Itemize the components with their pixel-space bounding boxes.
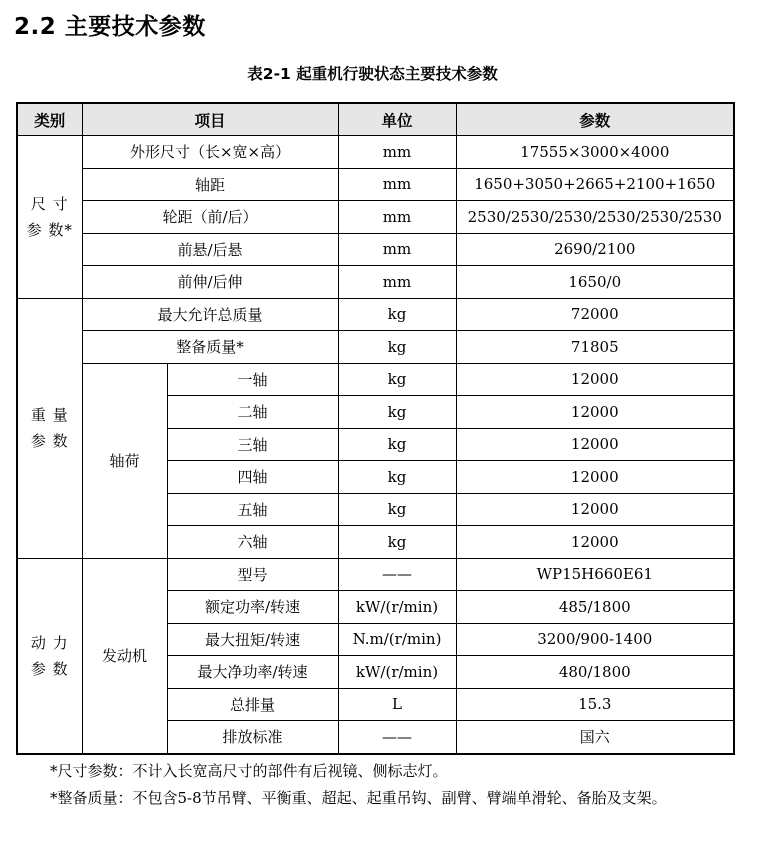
value-cell: 国六 (456, 721, 734, 754)
unit-cell: kg (338, 298, 456, 331)
unit-cell: kg (338, 331, 456, 364)
item-cell: 四轴 (167, 461, 338, 494)
header-category: 类别 (17, 103, 82, 136)
unit-cell: kg (338, 526, 456, 559)
item-cell: 一轴 (167, 363, 338, 396)
unit-cell: kg (338, 363, 456, 396)
table-row (17, 298, 734, 331)
table-row (17, 201, 734, 234)
item-cell: 整备质量* (82, 331, 338, 364)
table-row (17, 168, 734, 201)
unit-cell: mm (338, 266, 456, 299)
unit-cell: kW/(r/min) (338, 656, 456, 689)
unit-cell: kg (338, 493, 456, 526)
item-cell: 五轴 (167, 493, 338, 526)
unit-cell: kW/(r/min) (338, 591, 456, 624)
unit-cell: kg (338, 396, 456, 429)
value-cell: 72000 (456, 298, 734, 331)
subgroup-axle-load: 轴荷 (82, 363, 167, 558)
group-size-line1: 尺 寸 (30, 194, 69, 213)
value-cell: 71805 (456, 331, 734, 364)
value-cell: 485/1800 (456, 591, 734, 624)
item-cell: 轴距 (82, 168, 338, 201)
item-cell: 最大净功率/转速 (167, 656, 338, 689)
item-cell: 前悬/后悬 (82, 233, 338, 266)
unit-cell: —— (338, 721, 456, 754)
value-cell: 17555×3000×4000 (456, 136, 734, 169)
table-row (17, 558, 734, 591)
value-cell: 12000 (456, 493, 734, 526)
footnote-curb-weight: *整备质量：不包含5-8节吊臂、平衡重、超起、起重吊钩、副臂、臂端单滑轮、备胎及支架。 (50, 789, 667, 807)
item-cell: 外形尺寸（长×宽×高） (82, 136, 338, 169)
item-cell: 三轴 (167, 428, 338, 461)
table-header-row (17, 103, 734, 136)
table-row (17, 363, 734, 396)
value-cell: 12000 (456, 526, 734, 559)
header-item: 项目 (82, 103, 338, 136)
item-cell: 最大允许总质量 (82, 298, 338, 331)
item-cell: 排放标准 (167, 721, 338, 754)
footnote-size: *尺寸参数：不计入长宽高尺寸的部件有后视镜、侧标志灯。 (50, 762, 448, 780)
unit-cell: N.m/(r/min) (338, 623, 456, 656)
group-size-line2: 参 数* (26, 220, 73, 239)
subgroup-engine: 发动机 (82, 558, 167, 754)
item-cell: 型号 (167, 558, 338, 591)
value-cell: 1650+3050+2665+2100+1650 (456, 168, 734, 201)
value-cell: 480/1800 (456, 656, 734, 689)
group-size (17, 136, 82, 299)
value-cell: 2690/2100 (456, 233, 734, 266)
unit-cell: —— (338, 558, 456, 591)
group-weight (17, 298, 82, 558)
item-cell: 前伸/后伸 (82, 266, 338, 299)
unit-cell: mm (338, 136, 456, 169)
table-caption: 表2-1 起重机行驶状态主要技术参数 (247, 65, 498, 83)
value-cell: 1650/0 (456, 266, 734, 299)
section-heading: 2.2 主要技术参数 (14, 14, 206, 40)
group-power (17, 558, 82, 754)
item-cell: 轮距（前/后） (82, 201, 338, 234)
item-cell: 最大扭矩/转速 (167, 623, 338, 656)
table-row (17, 266, 734, 299)
table-row (17, 136, 734, 169)
item-cell: 六轴 (167, 526, 338, 559)
value-cell: 12000 (456, 461, 734, 494)
table-row (17, 331, 734, 364)
value-cell: 12000 (456, 363, 734, 396)
value-cell: 15.3 (456, 688, 734, 721)
table-row (17, 233, 734, 266)
group-weight-line2: 参 数 (30, 432, 69, 450)
item-cell: 额定功率/转速 (167, 591, 338, 624)
value-cell: 12000 (456, 396, 734, 429)
unit-cell: mm (338, 233, 456, 266)
item-cell: 总排量 (167, 688, 338, 721)
group-weight-line1: 重 量 (30, 406, 69, 424)
value-cell: 2530/2530/2530/2530/2530/2530 (456, 201, 734, 234)
group-power-line2: 参 数 (30, 659, 69, 678)
header-value: 参数 (456, 103, 734, 136)
unit-cell: L (338, 688, 456, 721)
header-unit: 单位 (338, 103, 456, 136)
unit-cell: kg (338, 428, 456, 461)
value-cell: 12000 (456, 428, 734, 461)
item-cell: 二轴 (167, 396, 338, 429)
unit-cell: mm (338, 201, 456, 234)
unit-cell: kg (338, 461, 456, 494)
spec-table (16, 102, 735, 755)
unit-cell: mm (338, 168, 456, 201)
value-cell: WP15H660E61 (456, 558, 734, 591)
value-cell: 3200/900-1400 (456, 623, 734, 656)
group-power-line1: 动 力 (30, 633, 69, 652)
